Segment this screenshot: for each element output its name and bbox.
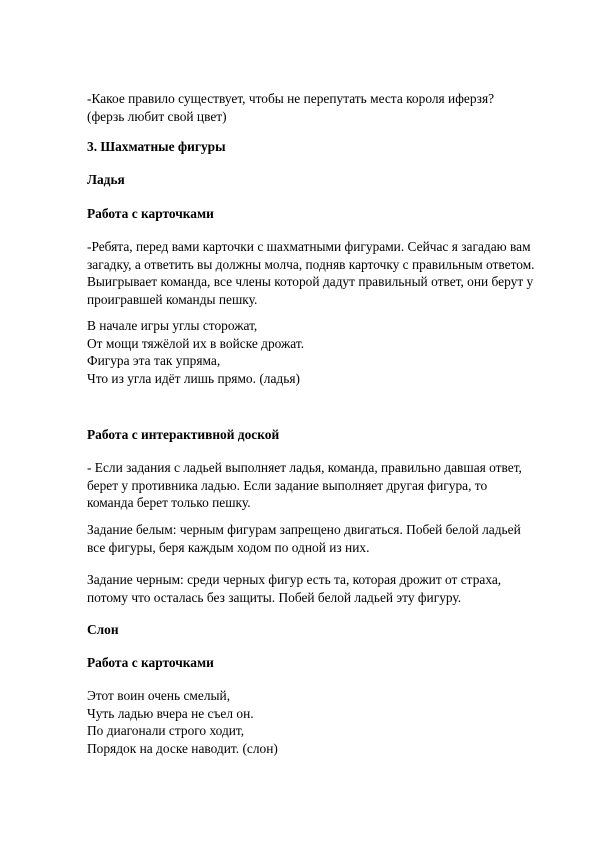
section-heading: 3. Шахматные фигуры bbox=[87, 139, 226, 154]
rook-heading: Ладья bbox=[87, 172, 125, 187]
text-line: Что из угла идёт лишь прямо. (ладья) bbox=[87, 370, 300, 386]
white-task bbox=[87, 521, 527, 556]
text-line: загадку, а ответить вы должны молча, подняв карточку с правильным ответом. bbox=[87, 256, 535, 272]
text-line: В начале игры углы сторожат, bbox=[87, 318, 258, 333]
text-line: -Ребята, перед вами карточки с шахматными фигурами. Сейчас я загадаю вам bbox=[87, 239, 531, 254]
text-line: Выигрывает команда, все члены которой дадут правильный ответ, они берут у bbox=[87, 274, 534, 289]
text-line: проигравшей команды пешку. bbox=[87, 291, 258, 307]
text-line: Задание белым: черным фигурам запрещено двигаться. Побей белой ладьей bbox=[87, 522, 521, 537]
bishop-riddle bbox=[87, 687, 527, 757]
intro-question bbox=[87, 90, 527, 125]
cards-instructions bbox=[87, 238, 535, 308]
black-task bbox=[87, 571, 527, 606]
text-line: команда берет только пешку. bbox=[87, 495, 251, 510]
rook-riddle bbox=[87, 317, 527, 387]
text-line: Чуть ладью вчера не съел он. bbox=[87, 705, 254, 721]
text-line: -Какое правило существует, чтобы не перепутать места короля иферзя? bbox=[87, 91, 495, 106]
cards-heading: Работа с карточками bbox=[87, 206, 214, 221]
text-line: Этот воин очень смелый, bbox=[87, 688, 231, 703]
text-line: От мощи тяжёлой их в войске дрожат. bbox=[87, 335, 305, 351]
text-line: По диагонали строго ходит, bbox=[87, 723, 245, 738]
text-line: потому что осталась без защиты. Побей белой ладьей эту фигуру. bbox=[87, 589, 462, 605]
text-line: (ферзь любит свой цвет) bbox=[87, 108, 227, 124]
bishop-heading: Слон bbox=[87, 622, 119, 637]
text-line: Порядок на доске наводит. (слон) bbox=[87, 740, 278, 756]
text-line: Фигура эта так упряма, bbox=[87, 353, 221, 368]
board-heading: Работа с интерактивной доской bbox=[87, 427, 280, 442]
text-line: берет у противника ладью. Если задание выполняет другая фигура, то bbox=[87, 477, 488, 493]
cards-heading-2: Работа с карточками bbox=[87, 655, 214, 670]
text-line: - Если задания с ладьей выполняет ладья, команда, правильно давшая ответ, bbox=[87, 460, 522, 475]
text-line: Задание черным: среди черных фигур есть та, которая дрожит от страха, bbox=[87, 572, 502, 587]
board-rules bbox=[87, 459, 527, 512]
text-line: все фигуры, беря каждым ходом по одной из них. bbox=[87, 539, 370, 555]
